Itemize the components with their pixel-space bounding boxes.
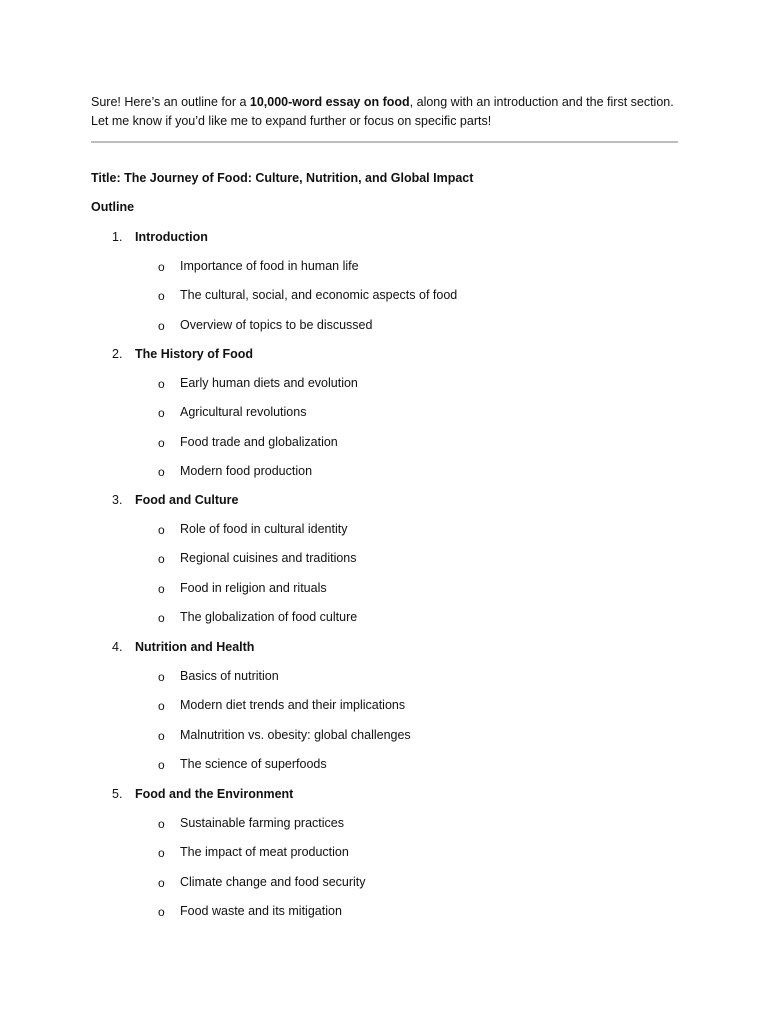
section-title: Food and Culture — [135, 493, 239, 507]
section-title: Introduction — [135, 230, 208, 244]
bullet-marker: o — [158, 289, 165, 303]
outline-item: Agricultural revolutions — [180, 405, 307, 419]
section-number: 5. — [112, 787, 123, 801]
section-number: 4. — [112, 640, 123, 654]
outline-item: Modern food production — [180, 464, 313, 478]
bullet-marker: o — [158, 758, 165, 772]
bullet-marker: o — [158, 611, 165, 625]
section-title: Food and the Environment — [135, 787, 294, 801]
bullet-marker: o — [158, 699, 165, 713]
bullet-marker: o — [158, 552, 165, 566]
bullet-marker: o — [158, 670, 165, 684]
bullet-marker: o — [158, 905, 165, 919]
outline-item: Malnutrition vs. obesity: global challenges — [180, 728, 411, 742]
bullet-marker: o — [158, 319, 165, 333]
bullet-marker: o — [158, 260, 165, 274]
section-number: 3. — [112, 493, 123, 507]
outline-item: The science of superfoods — [180, 757, 327, 771]
bullet-marker: o — [158, 876, 165, 890]
outline-item: Importance of food in human life — [180, 259, 359, 273]
bullet-marker: o — [158, 582, 165, 596]
outline-item: Food in religion and rituals — [180, 581, 327, 595]
outline-item: Early human diets and evolution — [180, 376, 358, 390]
outline-heading: Outline — [91, 200, 135, 214]
horizontal-rule — [91, 141, 678, 143]
section-title: The History of Food — [135, 347, 254, 361]
intro-line-2: Let me know if you’d like me to expand further or focus on specific parts! — [91, 114, 492, 128]
intro-text-end: , along with an introduction and the first section. — [409, 95, 674, 109]
bullet-marker: o — [158, 523, 165, 537]
outline-item: The globalization of food culture — [180, 610, 358, 624]
outline-item: Overview of topics to be discussed — [180, 318, 373, 332]
bullet-marker: o — [158, 729, 165, 743]
outline-item: Food trade and globalization — [180, 435, 338, 449]
outline-item: The cultural, social, and economic aspects of food — [180, 288, 458, 302]
outline-item: Modern diet trends and their implications — [180, 698, 406, 712]
bullet-marker: o — [158, 436, 165, 450]
section-title: Nutrition and Health — [135, 640, 255, 654]
bullet-marker: o — [158, 406, 165, 420]
bullet-marker: o — [158, 377, 165, 391]
outline-item: Role of food in cultural identity — [180, 522, 348, 536]
intro-text-start: Sure! Here’s an outline for a — [91, 95, 250, 109]
outline-item: Climate change and food security — [180, 875, 366, 889]
outline-item: The impact of meat production — [180, 845, 349, 859]
outline-item: Sustainable farming practices — [180, 816, 344, 830]
bullet-marker: o — [158, 846, 165, 860]
essay-title: Title: The Journey of Food: Culture, Nutrition, and Global Impact — [91, 171, 474, 185]
intro-bold-phrase: 10,000-word essay on food — [249, 95, 410, 109]
section-number: 1. — [112, 230, 123, 244]
bullet-marker: o — [158, 817, 165, 831]
intro-paragraph — [91, 93, 691, 131]
section-number: 2. — [112, 347, 123, 361]
outline-item: Regional cuisines and traditions — [180, 551, 357, 565]
outline-item: Food waste and its mitigation — [180, 904, 342, 918]
outline-item: Basics of nutrition — [180, 669, 279, 683]
bullet-marker: o — [158, 465, 165, 479]
